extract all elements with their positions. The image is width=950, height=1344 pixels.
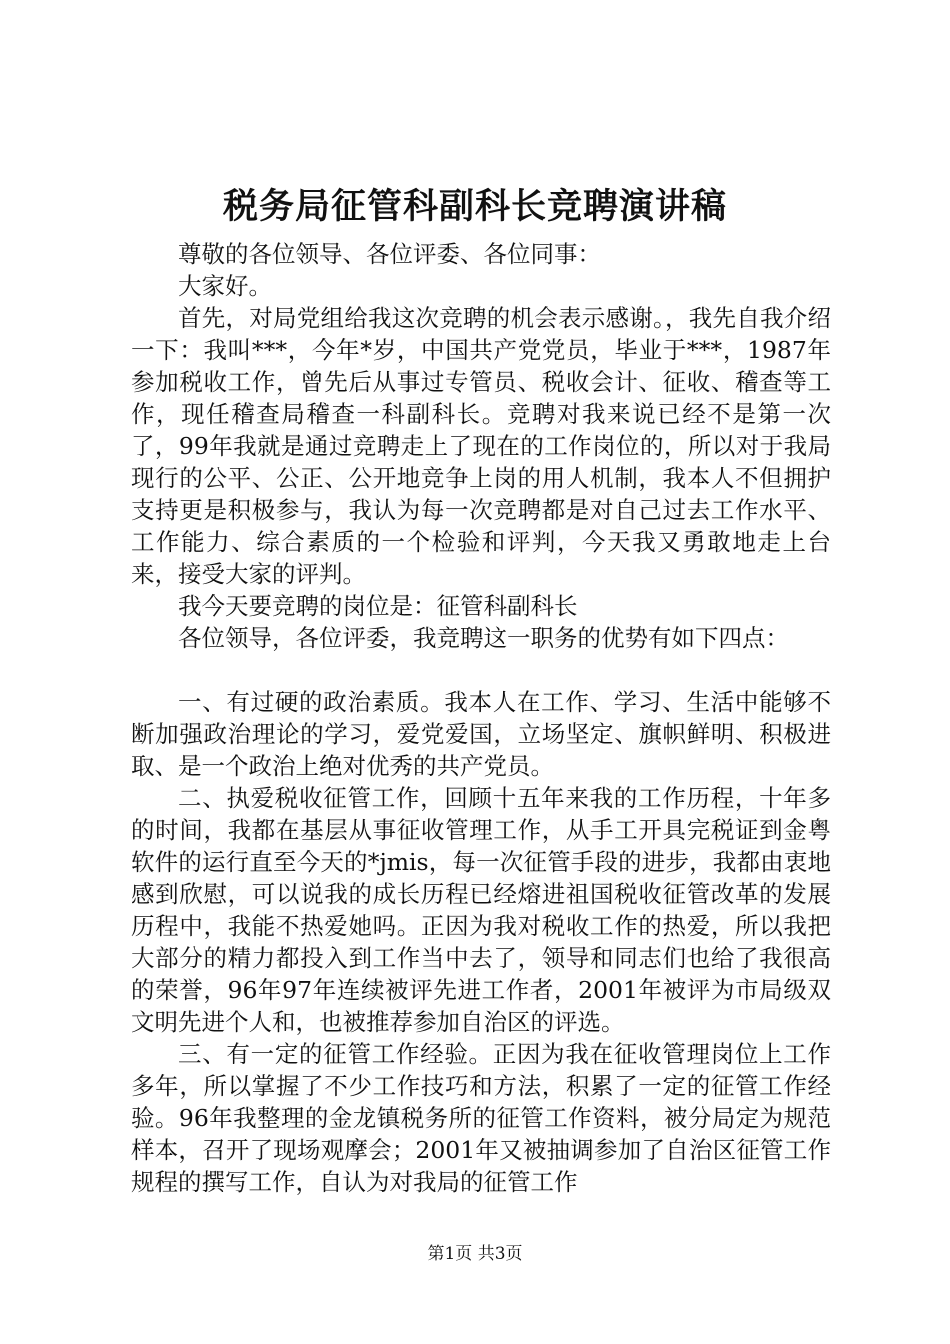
- greeting-paragraph: 大家好。: [178, 272, 272, 300]
- document-body: [131, 238, 831, 1198]
- point-one-paragraph: 一、有过硬的政治素质。我本人在工作、学习、生活中能够不断加强政治理论的学习，爱党爱国，立场坚定、旗帜鲜明、积极进取、是一个政治上绝对优秀的共产党员。: [131, 688, 831, 780]
- point-three-paragraph: 三、有一定的征管工作经验。正因为我在征收管理岗位上工作多年，所以掌握了不少工作技巧和方法，积累了一定的征管工作经验。96年我整理的金龙镇税务所的征管工作资料，被分局定为规范样本，召开了现场观摩会；2001年又被抽调参加了自治区征管工作规程的撰写工作，自认为对我局的征管工作: [131, 1040, 831, 1196]
- point-two-paragraph: 二、执爱税收征管工作，回顾十五年来我的工作历程，十年多的时间，我都在基层从事征收管理工作，从手工开具完税证到金粤软件的运行直至今天的*jmis，每一次征管手段的进步，我都由衷地感到欣慰，可以说我的成长历程已经熔进祖国税收征管改革的发展历程中，我能不热爱她吗。正因为我对税收工作的热爱，所以我把大部分的精力都投入到工作当中去了，领导和同志们也给了我很高的荣誉，96年97年连续被评先进工作者，2001年被评为市局级双文明先进个人和，也被推荐参加自治区的评选。: [131, 784, 831, 1036]
- introduction-paragraph: 首先，对局党组给我这次竞聘的机会表示感谢。，我先自我介绍一下：我叫***，今年*岁，中国共产党党员，毕业于***，1987年参加税收工作，曾先后从事过专管员、税收会计、征收、稽查等工作，现任稽查局稽查一科副科长。竞聘对我来说已经不是第一次了，99年我就是通过竞聘走上了现在的工作岗位的，所以对于我局现行的公平、公正、公开地竞争上岗的用人机制，我本人不但拥护支持更是积极参与，我认为每一次竞聘都是对自己过去工作水平、工作能力、综合素质的一个检验和评判，今天我又勇敢地走上台来，接受大家的评判。: [131, 304, 831, 588]
- page-footer: 第1页 共3页: [427, 1244, 523, 1264]
- advantages-intro-paragraph: 各位领导，各位评委，我竞聘这一职务的优势有如下四点：: [178, 624, 789, 652]
- position-paragraph: 我今天要竞聘的岗位是：征管科副科长: [178, 592, 578, 620]
- paragraph-spacer: [131, 654, 831, 686]
- document-title: 税务局征管科副科长竞聘演讲稿: [222, 186, 727, 227]
- salutation-paragraph: 尊敬的各位领导、各位评委、各位同事：: [178, 240, 601, 268]
